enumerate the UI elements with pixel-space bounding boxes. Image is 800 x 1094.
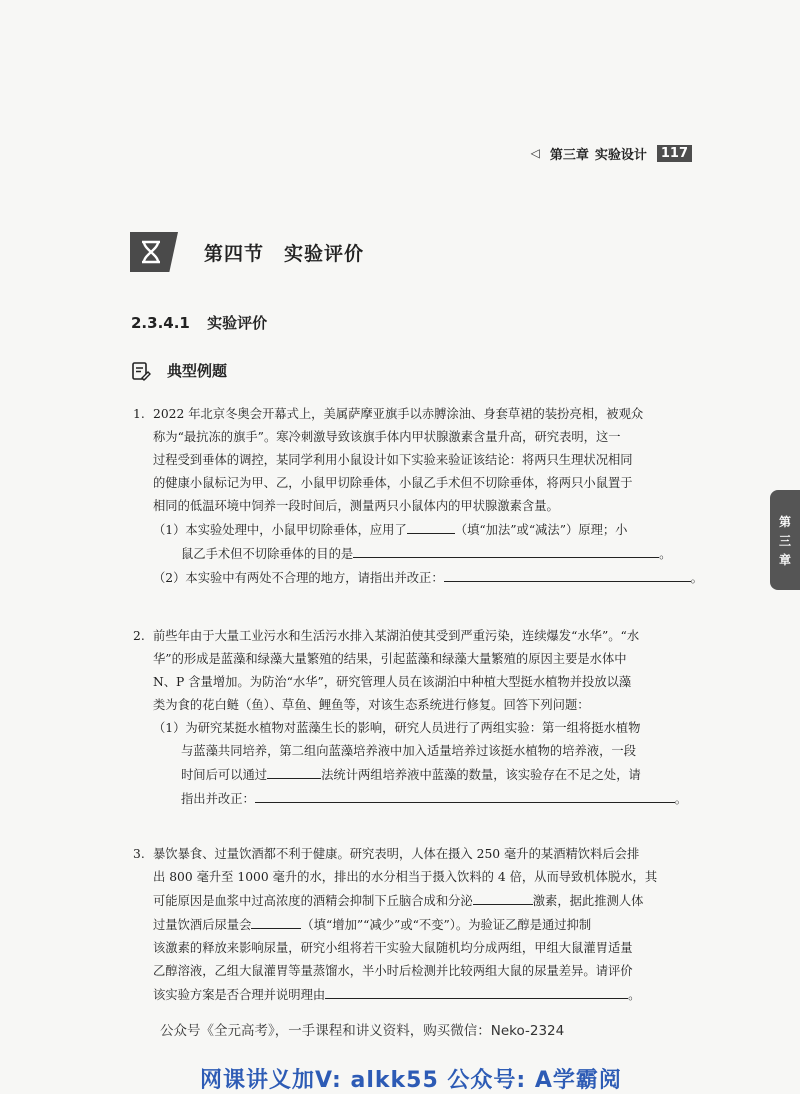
chapter-label: 第三章 [549,147,589,163]
sub-question-2-1-cont [153,763,693,787]
question-text-line: 类为食的花白鲢（鱼）、草鱼、鲤鱼等，对该生态系统进行修复。回答下列问题： [153,698,590,712]
question-text-line: 出 800 毫升至 1000 毫升的水，排出的水分相当于摄入饮料的 4 倍，从而导致机体脱水，其 [153,870,658,884]
sub-question-text: 。 [659,547,672,561]
notepad-pen-icon [131,361,151,381]
question-text-line: 该激素的释放来影响尿量，研究小组将若干实验大鼠随机均分成两组，甲组大鼠灌胃适量 [153,941,633,955]
answer-blank[interactable] [407,518,455,534]
question-text-line [153,889,693,913]
sub-question-2-1-cont: 与蓝藻共同培养，第二组向蓝藻培养液中加入适量培养过该挺水植物的培养液，一段 [181,744,636,758]
sub-question-1-2 [153,566,703,590]
sub-question-text: （1）本实验处理中，小鼠甲切除垂体，应用了 [153,523,407,537]
question-number: 3. [133,847,145,861]
question-text: 该实验方案是否合理并说明理由 [153,988,326,1002]
subsection-title: 实验评价 [207,314,268,332]
answer-blank[interactable] [353,542,659,558]
question-2 [133,625,693,811]
question-text-line [153,983,693,1007]
sub-question-text: 。 [674,792,688,806]
section-heading [130,232,364,272]
question-3 [133,843,693,1007]
sub-question-text: 。 [690,571,703,585]
question-text-line: 相同的低温环境中饲养一段时间后，测量两只小鼠体内的甲状腺激素含量。 [153,499,559,513]
sub-question-text: 指出并改正： [181,792,255,806]
question-text-line [153,913,693,937]
question-text-line: 称为“最抗冻的旗手”。寒冷刺激导致该旗手体内甲状腺激素含量升高，研究表明，这一 [153,430,621,444]
running-header [531,143,692,163]
subsection-heading [131,312,267,333]
question-text: 激素，据此推测人体 [532,894,644,908]
footer-note: 公众号《全元高考》，一手课程和讲义资料，购买微信：Neko-2324 [160,1023,565,1039]
sub-question-2-1-cont [153,787,693,811]
question-text-line: 华”的形成是蓝藻和绿藻大量繁殖的结果，引起蓝藻和绿藻大量繁殖的原因主要是水体中 [153,652,627,666]
question-text-line: 暴饮暴食、过量饮酒都不利于健康。研究表明，人体在摄入 250 毫升的某酒精饮料后会排 [153,847,640,861]
question-text: 过量饮酒后尿量会 [153,918,252,932]
side-tab-char: 三 [778,533,791,548]
subsection-number: 2.3.4.1 [131,314,190,332]
page-number: 117 [657,145,692,162]
sub-question-text: 法统计两组培养液中蓝藻的数量，该实验存在不足之处，请 [321,768,641,782]
question-1 [133,403,703,590]
question-text-line: N、P 含量增加。为防治“水华”，研究管理人员在该湖泊中种植大型挺水植物并投放以藻 [153,675,632,689]
answer-blank[interactable] [267,763,321,779]
answer-blank[interactable] [255,787,675,803]
answer-blank[interactable] [444,566,691,582]
question-text-line: 2022 年北京冬奥会开幕式上，美属萨摩亚旗手以赤膊涂油、身套草裙的装扮亮相，被观众 [153,407,644,421]
answer-blank[interactable] [251,913,301,929]
chapter-title: 实验设计 [594,147,647,163]
question-number: 2. [133,629,145,643]
question-text: （填“增加”“减少”或“不变”）。为验证乙醇是通过抑制 [301,918,592,932]
question-number: 1. [133,407,145,421]
question-text: 。 [628,988,641,1002]
sub-question-1-1-cont [153,542,693,566]
sub-question-1-1 [153,518,693,542]
sub-question-2-1: （1）为研究某挺水植物对蓝藻生长的影响，研究人员进行了两组实验：第一组将挺水植物 [153,721,641,735]
sub-question-text: （2）本实验中有两处不合理的地方，请指出并改正： [153,571,444,585]
answer-blank[interactable] [325,983,628,999]
sub-question-text: 鼠乙手术但不切除垂体的目的是 [181,547,354,561]
question-text: 可能原因是血浆中过高浓度的酒精会抑制下丘脑合成和分泌 [153,894,473,908]
hourglass-icon [130,232,178,272]
question-text-line: 乙醇溶液，乙组大鼠灌胃等量蒸馏水，半小时后检测并比较两组大鼠的尿量差异。请评价 [153,964,633,978]
side-tab-char: 章 [778,552,791,567]
question-text-line: 的健康小鼠标记为甲、乙，小鼠甲切除垂体，小鼠乙手术但不切除垂体，将两只小鼠置于 [153,476,633,490]
sub-question-text: （填“加法”或“减法”）原理；小 [454,523,628,537]
triangle-left-icon: ◁ [530,146,540,160]
typical-examples-heading [131,360,227,381]
typical-examples-label: 典型例题 [167,362,228,380]
chapter-side-tab [770,490,800,590]
watermark-banner: 网课讲义加V: alkk55 公众号: A学霸阅 [200,1068,622,1093]
sub-question-text: 时间后可以通过 [181,768,268,782]
question-text-line: 前些年由于大量工业污水和生活污水排入某湖泊使其受到严重污染，连续爆发“水华”。“水 [153,629,640,643]
answer-blank[interactable] [473,889,533,905]
side-tab-char: 第 [778,514,791,529]
section-title: 第四节 实验评价 [204,242,365,265]
question-text-line: 过程受到垂体的调控，某同学利用小鼠设计如下实验来验证该结论：将两只生理状况相同 [153,453,633,467]
